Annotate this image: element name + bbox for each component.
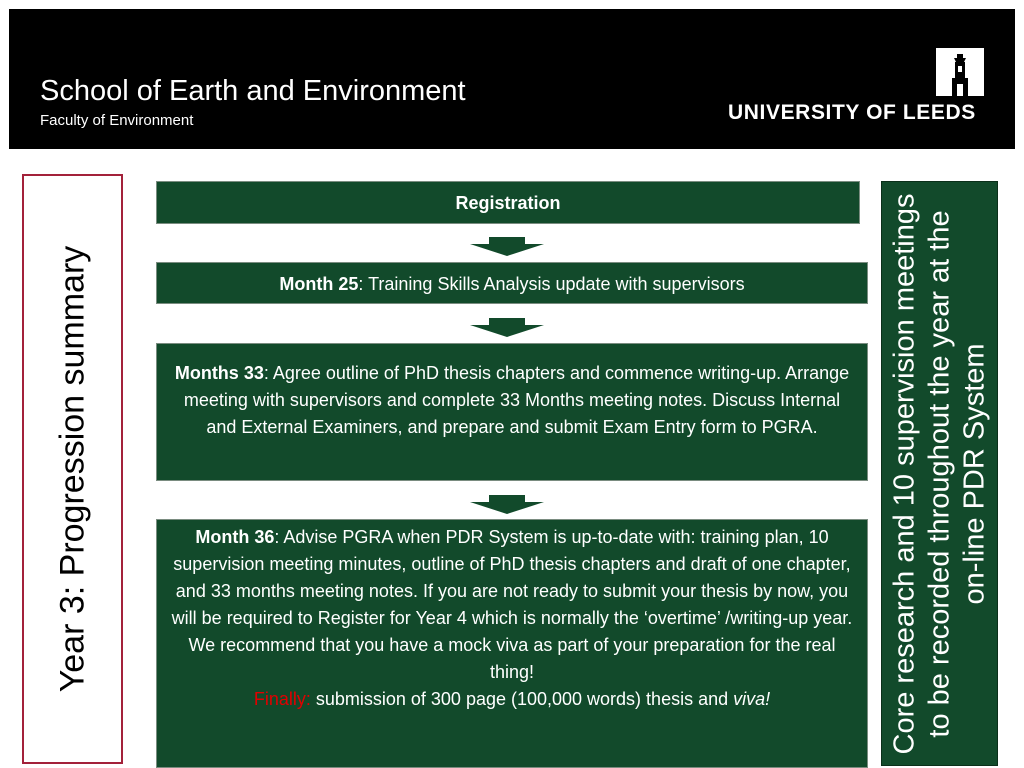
month-36-text: : Advise PGRA when PDR System is up-to-date with: training plan, 10 supervision meeting minutes, outline of PhD thesis chapters and draft of one chapter, and 33 months meeting notes. If you are not ready to submit your thesis by now, you will be required to Register for Year 4 which is normally the ‘overtime’ /writing-up year. We recommend that you have a mock viva as part of your preparation for the real thing! — [171, 527, 853, 682]
pdr-note-panel — [881, 181, 998, 766]
down-arrow-icon — [470, 237, 546, 257]
month-33-box — [156, 343, 868, 481]
registration-label: Registration — [455, 193, 561, 213]
university-tower-logo-icon — [936, 48, 984, 96]
month-25-label: Month 25 — [279, 274, 359, 294]
school-title: School of Earth and Environment — [40, 75, 466, 107]
finally-label: Finally: — [253, 689, 311, 709]
month-33-text: : Agree outline of PhD thesis chapters and commence writing-up. Arrange meeting with supervisors and complete 33 Months meeting notes. Discuss Internal and External Examiners, and prepare and submit Exam Entry form to PGRA. — [183, 363, 850, 437]
down-arrow-icon — [470, 318, 546, 338]
month-36-label: Month 36 — [195, 527, 275, 547]
down-arrow-icon — [470, 495, 546, 515]
finally-text: submission of 300 page (100,000 words) thesis and — [310, 689, 734, 709]
month-25-text: : Training Skills Analysis update with supervisors — [358, 274, 745, 294]
month-25-box — [156, 262, 868, 304]
year-summary-title: Year 3: Progression summary — [53, 245, 91, 693]
viva-emphasis: viva! — [733, 689, 771, 709]
year-summary-panel — [22, 174, 123, 764]
header-banner — [9, 9, 1015, 149]
month-33-label: Months 33 — [174, 363, 264, 383]
pdr-note-text: Core research and 10 supervision meetings to be recorded throughout the year at the on-line PDR System — [888, 193, 990, 754]
university-name: UNIVERSITY OF LEEDS — [728, 101, 976, 124]
faculty-subtitle: Faculty of Environment — [40, 112, 194, 129]
month-36-box — [156, 519, 868, 768]
registration-box — [156, 181, 860, 224]
